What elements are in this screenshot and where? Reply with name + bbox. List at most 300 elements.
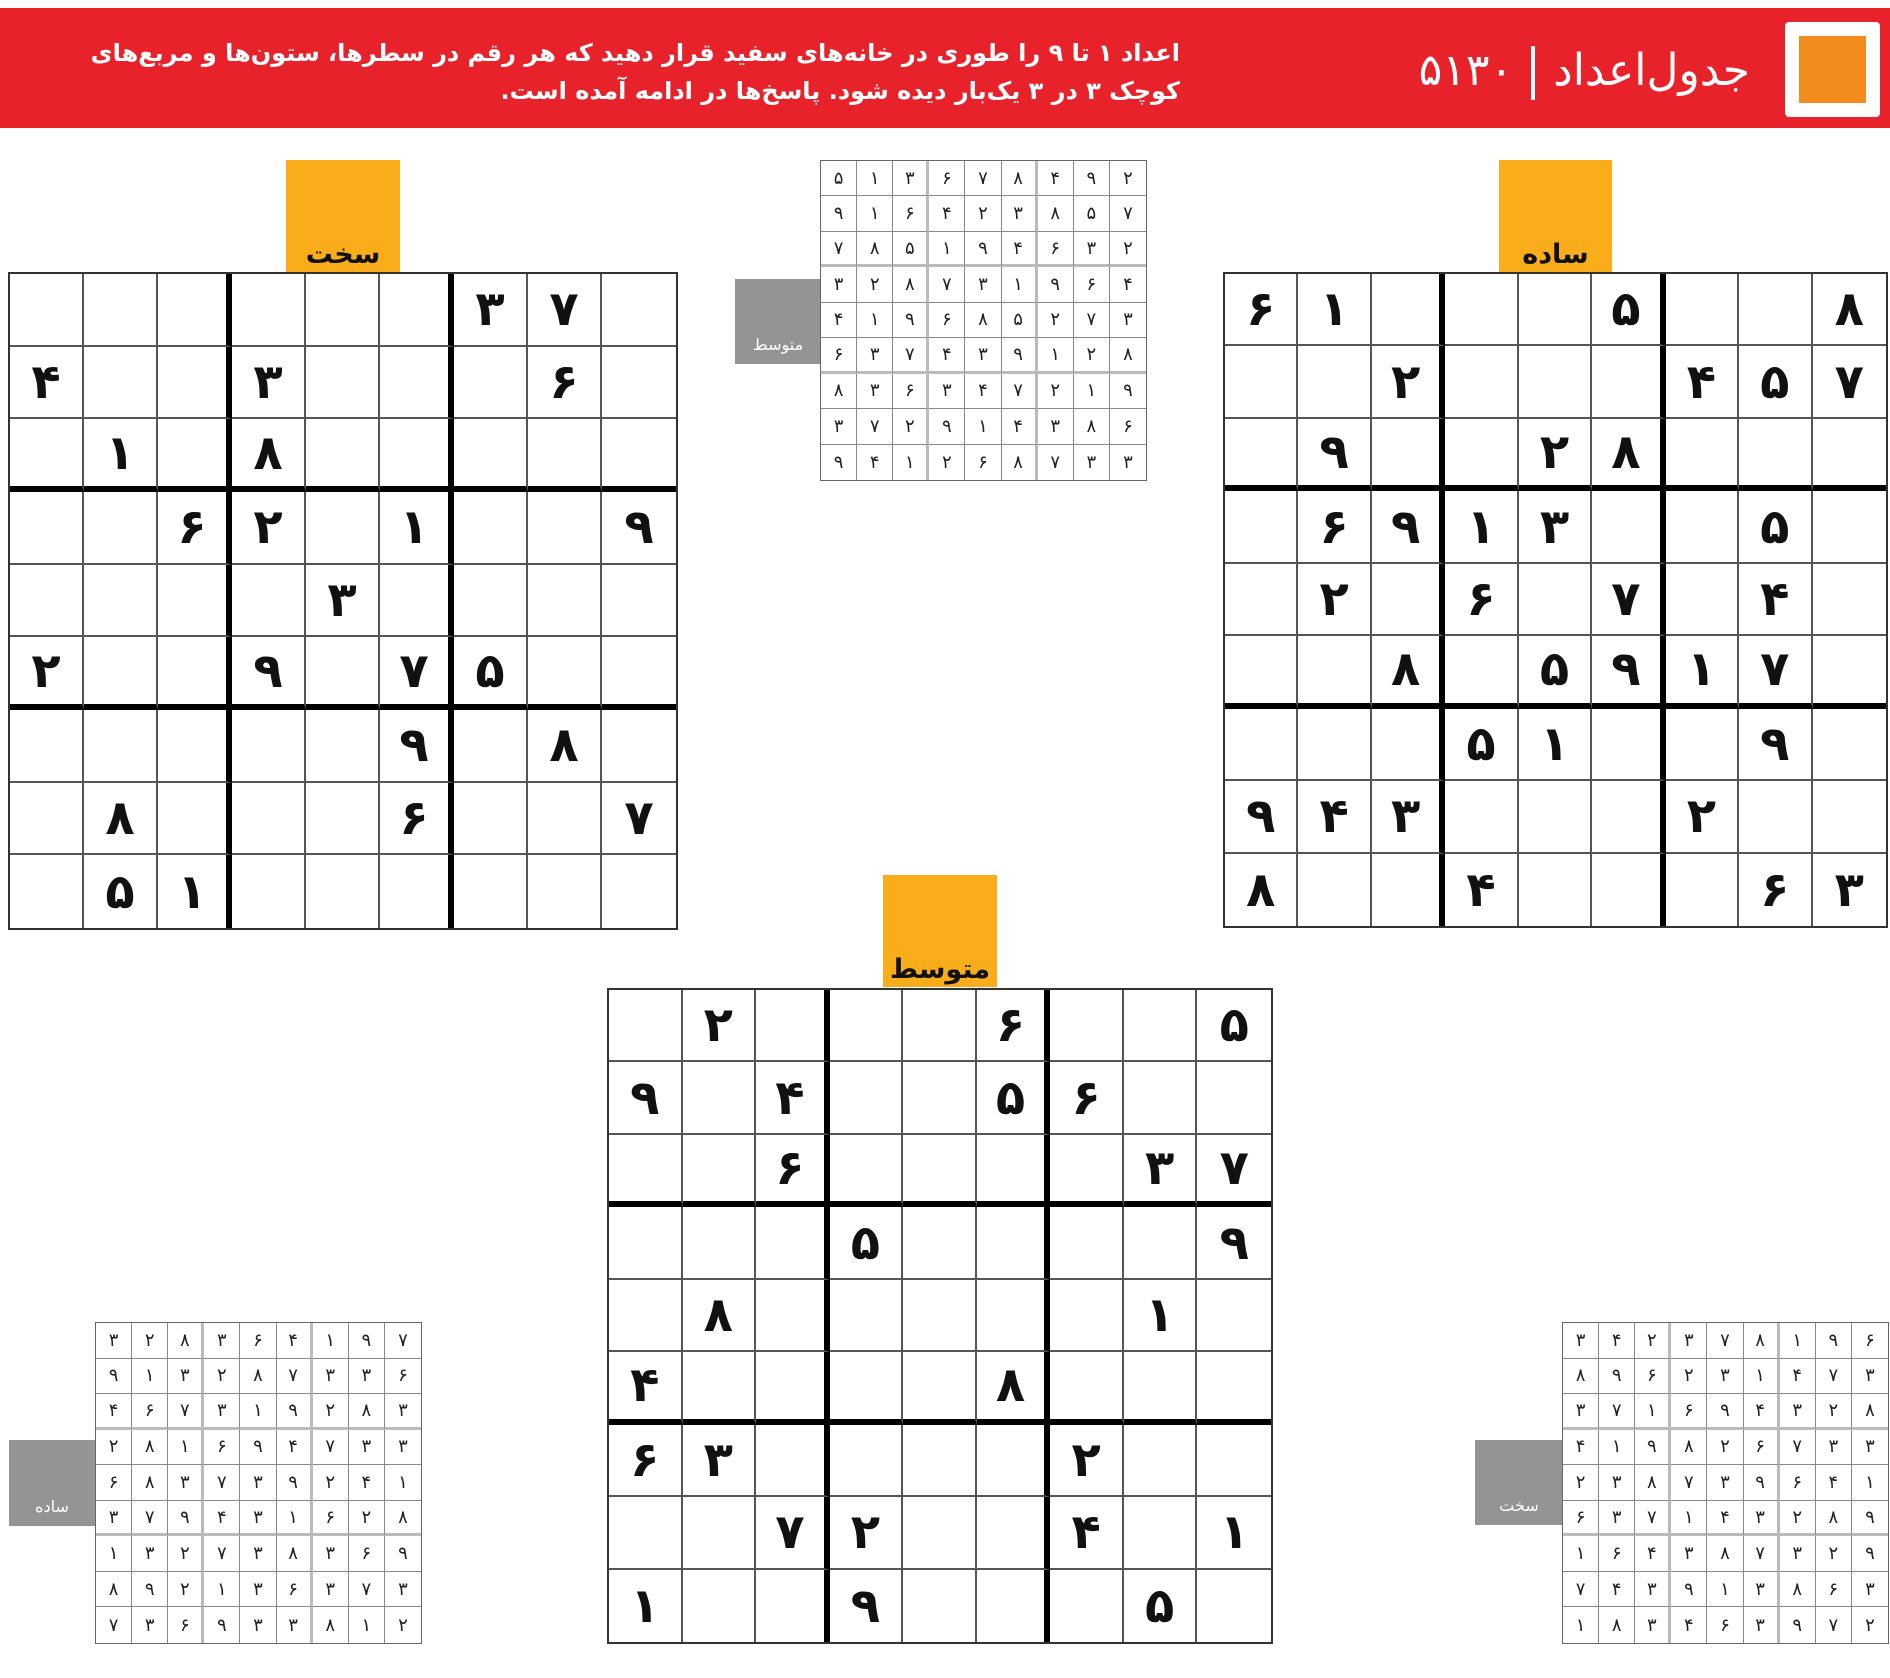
- answer-cell: ۸: [821, 374, 857, 409]
- title-text: جدول‌اعداد: [1553, 45, 1750, 96]
- answer-cell: ۳: [240, 1607, 276, 1643]
- sudoku-cell: ۱: [158, 855, 232, 928]
- sudoku-cell: [306, 347, 380, 420]
- sudoku-cell: ۹: [609, 1062, 683, 1134]
- sudoku-cell: [1197, 1425, 1271, 1497]
- answer-cell: ۶: [1599, 1536, 1635, 1572]
- answer-cell: ۳: [929, 374, 965, 409]
- answer-cell: ۴: [929, 338, 965, 373]
- answer-cell: ۹: [1038, 267, 1074, 302]
- answer-cell: ۳: [96, 1501, 132, 1537]
- answer-cell: ۹: [929, 409, 965, 444]
- answer-cell: ۳: [204, 1394, 240, 1430]
- answer-cell: ۹: [1002, 338, 1038, 373]
- answer-cell: ۴: [1110, 267, 1146, 302]
- answer-cell: ۶: [821, 338, 857, 373]
- answer-cell: ۸: [1074, 409, 1110, 444]
- sudoku-cell: ۴: [1445, 854, 1518, 926]
- sudoku-cell: [1197, 1280, 1271, 1352]
- sudoku-cell: ۱: [84, 419, 158, 492]
- sudoku-cell: [1225, 709, 1298, 781]
- answer-cell: ۶: [1074, 267, 1110, 302]
- sudoku-cell: ۵: [1739, 346, 1812, 418]
- sudoku-cell: [1445, 781, 1518, 853]
- answer-cell: ۹: [385, 1536, 421, 1572]
- sudoku-cell: ۹: [1372, 491, 1445, 563]
- answer-easy-tag: ساده: [9, 1440, 95, 1526]
- answer-cell: ۱: [349, 1607, 385, 1643]
- sudoku-cell: ۵: [1739, 491, 1812, 563]
- answer-cell: ۹: [1635, 1430, 1671, 1466]
- sudoku-cell: [977, 1135, 1051, 1207]
- sudoku-cell: [1592, 346, 1665, 418]
- answer-cell: ۳: [168, 1465, 204, 1501]
- sudoku-cell: ۹: [1739, 709, 1812, 781]
- answer-cell: ۱: [96, 1536, 132, 1572]
- sudoku-cell: [1666, 854, 1739, 926]
- answer-cell: ۵: [893, 232, 929, 267]
- sudoku-cell: ۲: [1298, 564, 1371, 636]
- answer-cell: ۳: [1852, 1572, 1888, 1608]
- sudoku-cell: ۵: [830, 1207, 904, 1279]
- answer-cell: ۲: [1865, 1614, 1875, 1636]
- sudoku-cell: [1813, 419, 1886, 491]
- answer-cell: ۳: [893, 161, 929, 196]
- answer-cell: ۳: [240, 1572, 276, 1608]
- sudoku-cell: ۸: [1372, 636, 1445, 708]
- answer-cell: ۹: [821, 196, 857, 231]
- sudoku-cell: ۳: [454, 274, 528, 347]
- sudoku-cell: [977, 1280, 1051, 1352]
- sudoku-cell: [602, 637, 676, 710]
- answer-cell: ۱: [1038, 338, 1074, 373]
- answer-cell: ۹: [1852, 1501, 1888, 1537]
- answer-cell: ۳: [1707, 1359, 1743, 1395]
- sudoku-cell: ۷: [528, 274, 602, 347]
- sudoku-cell: ۶: [977, 990, 1051, 1062]
- answer-cell: ۱: [277, 1501, 313, 1537]
- answer-cell: ۴: [1780, 1359, 1816, 1395]
- answer-cell: ۳: [1074, 445, 1110, 480]
- sudoku-cell: [903, 1062, 977, 1134]
- sudoku-cell: ۹: [232, 637, 306, 710]
- sudoku-cell: ۴: [1298, 781, 1371, 853]
- answer-cell: ۶: [1038, 232, 1074, 267]
- sudoku-cell: [1445, 419, 1518, 491]
- sudoku-cell: [1372, 419, 1445, 491]
- sudoku-cell: [1225, 346, 1298, 418]
- answer-cell: ۷: [1816, 1359, 1852, 1395]
- sudoku-cell: [756, 1280, 830, 1352]
- sudoku-cell: ۳: [1372, 781, 1445, 853]
- answer-cell: ۱: [313, 1323, 349, 1359]
- sudoku-cell: [1666, 709, 1739, 781]
- sudoku-cell: ۹: [602, 492, 676, 565]
- answer-cell: ۳: [1744, 1607, 1780, 1643]
- sudoku-cell: [84, 565, 158, 638]
- sudoku-cell: [830, 1352, 904, 1424]
- sudoku-cell: [977, 1425, 1051, 1497]
- answer-cell: ۳: [1671, 1323, 1707, 1359]
- answer-cell: ۲: [1635, 1323, 1671, 1359]
- easy-tag-label: ساده: [1522, 239, 1589, 270]
- answer-cell: ۷: [1780, 1430, 1816, 1466]
- answer-cell: ۶: [1852, 1323, 1888, 1359]
- answer-cell: ۶: [1707, 1607, 1743, 1643]
- sudoku-cell: [1124, 1352, 1198, 1424]
- sudoku-cell: [683, 1497, 757, 1569]
- answer-cell: ۵: [821, 161, 857, 196]
- sudoku-cell: [380, 855, 454, 928]
- sudoku-cell: ۱: [1124, 1280, 1198, 1352]
- answer-cell: ۳: [313, 1359, 349, 1395]
- sudoku-cell: [1372, 854, 1445, 926]
- sudoku-cell: [903, 1497, 977, 1569]
- sudoku-cell: [528, 855, 602, 928]
- sudoku-cell: [1124, 1497, 1198, 1569]
- answer-cell: ۶: [1816, 1572, 1852, 1608]
- answer-cell: ۶: [168, 1607, 204, 1643]
- sudoku-cell: [609, 990, 683, 1062]
- sudoku-cell: [903, 990, 977, 1062]
- sudoku-cell: ۷: [756, 1497, 830, 1569]
- answer-cell: ۲: [132, 1323, 168, 1359]
- answer-cell: ۲: [1707, 1430, 1743, 1466]
- answer-cell: ۳: [1038, 409, 1074, 444]
- answer-cell: ۲: [313, 1394, 349, 1430]
- sudoku-cell: [609, 1497, 683, 1569]
- answer-cell: ۳: [1671, 1536, 1707, 1572]
- answer-cell: ۷: [1038, 445, 1074, 480]
- answer-cell: ۳: [349, 1359, 385, 1395]
- answer-cell: ۷: [1816, 1607, 1852, 1643]
- sudoku-cell: [756, 1570, 830, 1642]
- sudoku-cell: [1666, 274, 1739, 346]
- sudoku-cell: [1225, 419, 1298, 491]
- sudoku-cell: [1050, 1352, 1124, 1424]
- sudoku-cell: ۱: [609, 1570, 683, 1642]
- sudoku-cell: [1445, 346, 1518, 418]
- answer-cell: ۹: [1074, 161, 1110, 196]
- sudoku-cell: [454, 565, 528, 638]
- answer-cell: ۷: [1074, 303, 1110, 338]
- answer-cell: ۳: [965, 267, 1001, 302]
- sudoku-cell: ۳: [1519, 491, 1592, 563]
- answer-cell: ۱: [1074, 374, 1110, 409]
- answer-cell: ۴: [1816, 1465, 1852, 1501]
- medium-puzzle-grid: [607, 988, 1273, 1644]
- sudoku-cell: [306, 274, 380, 347]
- answer-hard-tag: سخت: [1475, 1440, 1563, 1525]
- answer-cell: ۱: [132, 1359, 168, 1395]
- answer-cell: ۴: [821, 303, 857, 338]
- answer-cell: ۵: [1002, 303, 1038, 338]
- sudoku-cell: [1813, 491, 1886, 563]
- sudoku-cell: [1124, 1425, 1198, 1497]
- answer-cell: ۷: [168, 1394, 204, 1430]
- sudoku-cell: ۵: [84, 855, 158, 928]
- answer-cell: ۶: [1780, 1465, 1816, 1501]
- sudoku-cell: ۸: [528, 710, 602, 783]
- answer-cell: ۲: [168, 1572, 204, 1608]
- sudoku-cell: ۳: [1124, 1135, 1198, 1207]
- answer-cell: ۲: [893, 409, 929, 444]
- sudoku-cell: [158, 637, 232, 710]
- answer-cell: ۶: [929, 161, 965, 196]
- sudoku-cell: ۹: [830, 1570, 904, 1642]
- sudoku-cell: [683, 1570, 757, 1642]
- sudoku-cell: [1298, 709, 1371, 781]
- sudoku-cell: ۱: [1519, 709, 1592, 781]
- sudoku-cell: [609, 1135, 683, 1207]
- answer-cell: ۷: [1002, 374, 1038, 409]
- answer-cell: ۲: [398, 1614, 408, 1636]
- sudoku-cell: [1592, 709, 1665, 781]
- answer-cell: ۳: [1707, 1465, 1743, 1501]
- answer-cell: ۶: [893, 196, 929, 231]
- sudoku-cell: ۲: [830, 1497, 904, 1569]
- answer-cell: ۳: [1744, 1572, 1780, 1608]
- answer-cell: ۷: [893, 338, 929, 373]
- sudoku-cell: ۹: [1592, 636, 1665, 708]
- sudoku-cell: [454, 347, 528, 420]
- easy-puzzle-grid: [1223, 272, 1888, 928]
- answer-cell: ۶: [313, 1501, 349, 1537]
- answer-cell: ۱: [1744, 1359, 1780, 1395]
- answer-cell: ۷: [1635, 1501, 1671, 1537]
- answer-cell: ۷: [1707, 1323, 1743, 1359]
- answer-cell: ۸: [857, 232, 893, 267]
- answer-cell: ۳: [204, 1323, 240, 1359]
- answer-cell: ۳: [1780, 1394, 1816, 1430]
- answer-cell: ۹: [965, 232, 1001, 267]
- sudoku-cell: [1372, 564, 1445, 636]
- answer-cell: ۱: [204, 1572, 240, 1608]
- answer-cell: ۲: [1110, 161, 1146, 196]
- sudoku-cell: ۹: [1197, 1207, 1271, 1279]
- sudoku-cell: ۸: [84, 783, 158, 856]
- answer-cell: ۱: [168, 1430, 204, 1466]
- answer-cell: ۳: [857, 338, 893, 373]
- answer-cell: ۸: [132, 1465, 168, 1501]
- answer-cell: ۲: [965, 196, 1001, 231]
- sudoku-cell: ۴: [10, 347, 84, 420]
- answer-cell: ۲: [1671, 1359, 1707, 1395]
- sudoku-cell: ۳: [232, 347, 306, 420]
- sudoku-cell: [158, 419, 232, 492]
- sudoku-cell: [1298, 854, 1371, 926]
- sudoku-cell: ۷: [1739, 636, 1812, 708]
- answer-cell: ۴: [1599, 1323, 1635, 1359]
- sudoku-cell: [756, 1425, 830, 1497]
- answer-cell: ۸: [1110, 338, 1146, 373]
- sudoku-cell: [830, 1135, 904, 1207]
- sudoku-cell: [10, 419, 84, 492]
- answer-cell: ۳: [385, 1572, 421, 1608]
- sudoku-cell: ۴: [1050, 1497, 1124, 1569]
- sudoku-cell: ۶: [380, 783, 454, 856]
- sudoku-cell: [1519, 564, 1592, 636]
- sudoku-cell: [830, 1425, 904, 1497]
- sudoku-cell: [602, 565, 676, 638]
- sudoku-cell: [756, 990, 830, 1062]
- sudoku-cell: [1197, 1352, 1271, 1424]
- answer-cell: ۲: [1816, 1536, 1852, 1572]
- answer-cell: ۳: [1635, 1607, 1671, 1643]
- sudoku-cell: [1739, 419, 1812, 491]
- sudoku-cell: ۷: [1592, 564, 1665, 636]
- sudoku-cell: ۹: [1298, 419, 1371, 491]
- sudoku-cell: [1445, 274, 1518, 346]
- sudoku-cell: ۸: [977, 1352, 1051, 1424]
- sudoku-cell: [602, 855, 676, 928]
- sudoku-cell: [1666, 564, 1739, 636]
- answer-cell: ۳: [1110, 303, 1146, 338]
- answer-cell: ۳: [277, 1607, 313, 1643]
- answer-cell: ۱: [1635, 1394, 1671, 1430]
- answer-cell: ۴: [1671, 1607, 1707, 1643]
- answer-easy-grid: [95, 1322, 422, 1644]
- sudoku-cell: [1592, 854, 1665, 926]
- answer-cell: ۹: [821, 445, 857, 480]
- sudoku-cell: ۱: [380, 492, 454, 565]
- answer-cell: ۲: [96, 1430, 132, 1466]
- answer-cell: ۸: [1002, 445, 1038, 480]
- sudoku-cell: [903, 1135, 977, 1207]
- sudoku-cell: [380, 274, 454, 347]
- sudoku-cell: [683, 1207, 757, 1279]
- sudoku-cell: ۲: [1050, 1425, 1124, 1497]
- answer-cell: ۸: [1635, 1465, 1671, 1501]
- answer-cell: ۱: [965, 409, 1001, 444]
- answer-cell: ۲: [1038, 303, 1074, 338]
- sudoku-cell: [380, 565, 454, 638]
- sudoku-cell: [84, 637, 158, 710]
- answer-cell: ۶: [1563, 1501, 1599, 1537]
- sudoku-cell: ۵: [1519, 636, 1592, 708]
- answer-cell: ۸: [385, 1501, 421, 1537]
- sudoku-cell: ۵: [1124, 1570, 1198, 1642]
- answer-cell: ۴: [965, 374, 1001, 409]
- header-banner: [0, 8, 1890, 128]
- answer-cell: ۳: [1074, 232, 1110, 267]
- sudoku-cell: [306, 419, 380, 492]
- instructions-text: اعداد ۱ تا ۹ را طوری در خانه‌های سفید قرار دهید که هر رقم در سطرها، ستون‌ها و مربع‌های کوچک ۳ در ۳ یک‌بار دیده شود. پاسخ‌ها در ادامه آمده است.: [90, 39, 1180, 105]
- sudoku-cell: [528, 637, 602, 710]
- sudoku-cell: [903, 1207, 977, 1279]
- answer-cell: ۲: [1038, 374, 1074, 409]
- sudoku-cell: [306, 855, 380, 928]
- sudoku-cell: [306, 492, 380, 565]
- answer-cell: ۳: [1123, 451, 1133, 473]
- sudoku-cell: [1813, 636, 1886, 708]
- answer-cell: ۶: [132, 1394, 168, 1430]
- answer-cell: ۹: [1707, 1394, 1743, 1430]
- answer-cell: ۶: [385, 1359, 421, 1395]
- answer-cell: ۷: [1110, 196, 1146, 231]
- sudoku-cell: ۳: [683, 1425, 757, 1497]
- answer-cell: ۹: [277, 1465, 313, 1501]
- answer-cell: ۱: [1002, 267, 1038, 302]
- answer-cell: ۳: [349, 1430, 385, 1466]
- answer-cell: ۹: [1110, 374, 1146, 409]
- sudoku-cell: [903, 1570, 977, 1642]
- sudoku-cell: [10, 783, 84, 856]
- sudoku-cell: [1519, 781, 1592, 853]
- answer-cell: ۸: [1563, 1359, 1599, 1395]
- answer-cell: ۸: [277, 1536, 313, 1572]
- sudoku-cell: [84, 492, 158, 565]
- sudoku-cell: [84, 347, 158, 420]
- answer-cell: ۱: [857, 161, 893, 196]
- answer-cell: ۲: [857, 267, 893, 302]
- answer-cell: ۱: [893, 445, 929, 480]
- sudoku-cell: [977, 1570, 1051, 1642]
- answer-cell: ۴: [1635, 1536, 1671, 1572]
- puzzle-number: ۵۱۳۰: [1418, 45, 1514, 96]
- sudoku-cell: ۴: [756, 1062, 830, 1134]
- answer-cell: ۴: [1599, 1572, 1635, 1608]
- answer-cell: ۱: [240, 1394, 276, 1430]
- sudoku-cell: ۶: [1445, 564, 1518, 636]
- sudoku-cell: ۹: [1225, 781, 1298, 853]
- sudoku-cell: [306, 710, 380, 783]
- answer-cell: ۵: [1074, 196, 1110, 231]
- sudoku-cell: [609, 1280, 683, 1352]
- answer-cell: ۶: [204, 1430, 240, 1466]
- answer-cell: ۹: [240, 1430, 276, 1466]
- sudoku-cell: ۷: [602, 783, 676, 856]
- sudoku-cell: [1666, 491, 1739, 563]
- sudoku-cell: [977, 1497, 1051, 1569]
- sudoku-cell: [903, 1280, 977, 1352]
- answer-cell: ۷: [1563, 1572, 1599, 1608]
- sudoku-cell: ۵: [454, 637, 528, 710]
- answer-cell: ۸: [1816, 1501, 1852, 1537]
- answer-cell: ۳: [1780, 1536, 1816, 1572]
- sudoku-cell: [1225, 491, 1298, 563]
- answer-cell: ۱: [1671, 1501, 1707, 1537]
- sudoku-cell: ۱: [1445, 491, 1518, 563]
- answer-cell: ۴: [1744, 1394, 1780, 1430]
- answer-cell: ۸: [1002, 161, 1038, 196]
- answer-cell: ۶: [965, 445, 1001, 480]
- answer-cell: ۴: [204, 1501, 240, 1537]
- answer-cell: ۳: [821, 267, 857, 302]
- answer-cell: ۶: [349, 1536, 385, 1572]
- answer-cell: ۸: [1744, 1323, 1780, 1359]
- answer-cell: ۶: [893, 374, 929, 409]
- answer-cell: ۱: [385, 1465, 421, 1501]
- answer-cell: ۱: [1563, 1607, 1599, 1643]
- answer-cell: ۶: [1744, 1430, 1780, 1466]
- medium-tag: [883, 875, 997, 987]
- answer-cell: ۱: [1563, 1536, 1599, 1572]
- answer-cell: ۷: [349, 1572, 385, 1608]
- answer-cell: ۳: [96, 1323, 132, 1359]
- sudoku-cell: [528, 783, 602, 856]
- answer-cell: ۹: [96, 1359, 132, 1395]
- sudoku-cell: ۱: [1298, 274, 1371, 346]
- sudoku-cell: ۷: [1197, 1135, 1271, 1207]
- answer-cell: ۷: [132, 1501, 168, 1537]
- sudoku-cell: [158, 565, 232, 638]
- sudoku-cell: [158, 783, 232, 856]
- answer-cell: ۶: [929, 303, 965, 338]
- answer-cell: ۳: [132, 1607, 168, 1643]
- answer-cell: ۸: [1707, 1536, 1743, 1572]
- sudoku-cell: [756, 1352, 830, 1424]
